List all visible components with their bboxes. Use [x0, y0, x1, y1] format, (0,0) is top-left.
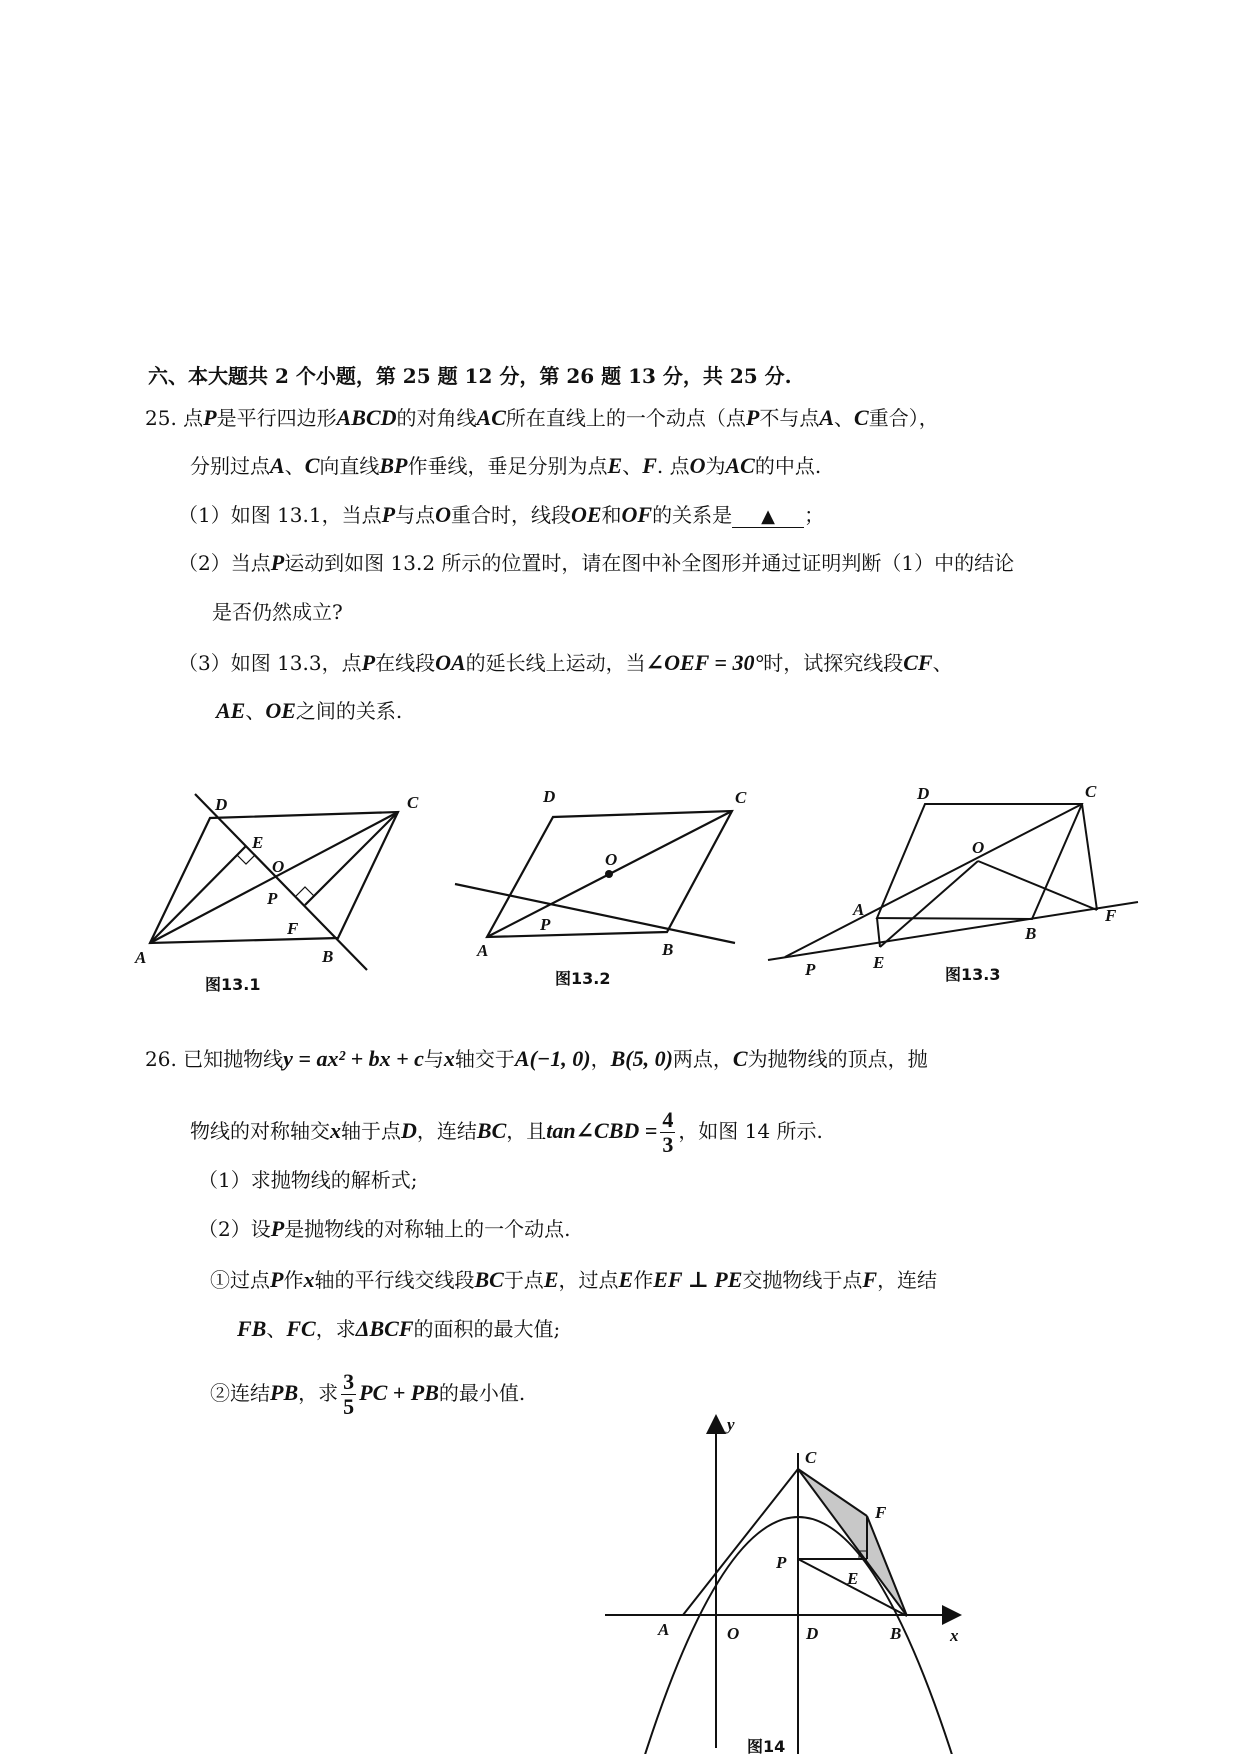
- text: 的最小值.: [438, 1381, 526, 1405]
- sym-x: x: [330, 1118, 341, 1143]
- sym-OA: OA: [435, 650, 466, 675]
- caption-13-1: 图13.1: [205, 975, 261, 994]
- q25-number: 25.: [145, 406, 177, 430]
- text: 、: [266, 1317, 287, 1341]
- sym-A: A: [270, 453, 285, 478]
- label-B: B: [890, 1624, 902, 1643]
- text: ，连结: [416, 1119, 477, 1143]
- label-P: P: [805, 960, 816, 979]
- label-O: O: [972, 838, 985, 857]
- triangle-BCF: ΔBCF: [355, 1316, 414, 1341]
- diagonal-ac: [150, 812, 398, 943]
- sym-OE: OE: [265, 698, 296, 723]
- text: ，连结: [877, 1268, 938, 1292]
- figure-14: [595, 1408, 975, 1754]
- label-P: P: [776, 1553, 787, 1572]
- caption-14: 图14: [747, 1737, 786, 1754]
- fraction-numerator: 3: [343, 1369, 355, 1394]
- sym-P: P: [745, 405, 760, 430]
- label-C: C: [1085, 782, 1097, 801]
- text: . 点: [656, 454, 690, 478]
- segment-cf: [1082, 804, 1097, 910]
- sym-AC: AC: [476, 405, 506, 430]
- text: 的对角线: [396, 406, 477, 430]
- text: 、: [245, 699, 266, 723]
- text: 作: [633, 1268, 654, 1292]
- label-O: O: [272, 857, 285, 876]
- segment-cb: [798, 1469, 907, 1616]
- angle-condition: ∠OEF = 30°: [645, 650, 764, 675]
- text: ，如图 14 所示.: [678, 1119, 823, 1143]
- text: ，过点: [558, 1268, 619, 1292]
- label-P: P: [267, 889, 278, 908]
- text: 在线段: [375, 651, 436, 675]
- q26-sub1: [210, 1266, 937, 1294]
- text: 、: [932, 651, 953, 675]
- text: 的中点.: [754, 454, 822, 478]
- sym-BC: BC: [476, 1118, 507, 1143]
- sym-OF: OF: [621, 502, 653, 527]
- right-angle-mark-f: [296, 887, 314, 896]
- text: 于点: [503, 1268, 544, 1292]
- text: 是抛物线的对称轴上的一个动点.: [284, 1217, 571, 1241]
- sum-expression: PC + PB: [359, 1380, 439, 1405]
- figure-13-1: [135, 780, 419, 1000]
- sym-P: P: [361, 650, 376, 675]
- line-bp: [768, 902, 1138, 960]
- text: （2）当点: [178, 551, 271, 575]
- perp-cf: [305, 812, 398, 905]
- text: ；: [804, 503, 825, 527]
- sym-E: E: [607, 453, 623, 478]
- text: 、: [622, 454, 643, 478]
- label-x: x: [950, 1626, 959, 1645]
- sym-C: C: [854, 405, 869, 430]
- q26-stem-line2: [190, 1108, 823, 1157]
- text: ，: [590, 1047, 611, 1071]
- label-D: D: [215, 795, 228, 814]
- q26-sub1-cont: [237, 1315, 560, 1343]
- caption-13-3: 图13.3: [945, 965, 1001, 984]
- text: （3）如图 13.3，点: [178, 651, 362, 675]
- sym-P: P: [270, 1267, 284, 1292]
- point-A-coords: A(−1, 0): [514, 1046, 591, 1071]
- label-A: A: [853, 900, 865, 919]
- label-O: O: [727, 1624, 740, 1643]
- q25-part3-cont: [216, 697, 402, 725]
- sym-P: P: [270, 1216, 285, 1241]
- label-E: E: [252, 833, 264, 852]
- segment-of: [978, 861, 1097, 910]
- text: ①过点: [210, 1268, 270, 1292]
- sym-FC: FC: [286, 1316, 316, 1341]
- label-C: C: [407, 793, 419, 812]
- text: （1）如图 13.1，当点: [178, 503, 382, 527]
- text: 交抛物线于点: [742, 1268, 863, 1292]
- sym-x: x: [303, 1267, 315, 1292]
- text: 两点，: [672, 1047, 733, 1071]
- q26-stem-line1: [145, 1045, 928, 1073]
- text: 轴的平行线交线段: [314, 1268, 475, 1292]
- label-C: C: [805, 1448, 817, 1467]
- label-D: D: [917, 784, 930, 803]
- label-A: A: [477, 941, 489, 960]
- label-D: D: [806, 1624, 819, 1643]
- perpendicular-expression: EF ⊥ PE: [653, 1267, 743, 1292]
- text: （1）求抛物线的解析式;: [198, 1168, 418, 1192]
- label-B: B: [322, 947, 334, 966]
- text: 点: [183, 406, 204, 430]
- text: （2）设: [198, 1217, 271, 1241]
- text: 为: [705, 454, 726, 478]
- text: ，求: [315, 1317, 356, 1341]
- q25-part3: [178, 649, 953, 677]
- text: 物线的对称轴交: [190, 1119, 330, 1143]
- sym-P: P: [270, 550, 285, 575]
- text: 已知抛物线: [183, 1047, 284, 1071]
- sym-OE: OE: [570, 502, 602, 527]
- text: 不与点: [759, 406, 820, 430]
- text: 的面积的最大值;: [413, 1317, 561, 1341]
- text: 与: [423, 1047, 444, 1071]
- text: 的延长线上运动，当: [465, 651, 646, 675]
- sym-O: O: [689, 453, 706, 478]
- text: 轴交于: [454, 1047, 515, 1071]
- q25-part2-cont: [212, 598, 343, 626]
- sym-O: O: [435, 502, 451, 527]
- sym-BP: BP: [379, 453, 408, 478]
- label-F: F: [875, 1503, 887, 1522]
- segment-ac: [683, 1469, 798, 1615]
- figure-13-3: [760, 775, 1140, 995]
- text: 作垂线，垂足分别为点: [407, 454, 608, 478]
- point-O: [605, 870, 613, 878]
- section-heading: [148, 362, 792, 390]
- q26-part1: [198, 1166, 417, 1194]
- caption-13-2: 图13.2: [555, 969, 611, 988]
- text: 、: [834, 406, 855, 430]
- text: 重合），: [868, 406, 939, 430]
- text: 所在直线上的一个动点（点: [505, 406, 746, 430]
- text: 之间的关系.: [295, 699, 403, 723]
- text: 的关系是: [652, 503, 733, 527]
- fraction-denominator: 3: [662, 1132, 674, 1157]
- text: 向直线: [319, 454, 380, 478]
- sym-E: E: [543, 1267, 559, 1292]
- sym-FB: FB: [237, 1316, 267, 1341]
- fraction-4-3: [660, 1108, 675, 1157]
- line-bp: [195, 794, 367, 970]
- sym-BC: BC: [474, 1267, 504, 1292]
- sym-F: F: [862, 1267, 878, 1292]
- text: 与点: [395, 503, 436, 527]
- figure-13-2: [455, 775, 755, 995]
- q25-stem-line1: [145, 404, 939, 432]
- fraction-denominator: 5: [343, 1394, 355, 1419]
- label-D: D: [543, 787, 556, 806]
- text: 重合时，线段: [450, 503, 571, 527]
- sym-x: x: [443, 1046, 455, 1071]
- sym-CF: CF: [903, 650, 933, 675]
- label-A: A: [135, 948, 147, 967]
- text: ，且: [506, 1119, 547, 1143]
- text: 是否仍然成立?: [212, 600, 343, 624]
- sym-P: P: [381, 502, 396, 527]
- sym-A: A: [819, 405, 835, 430]
- label-P: P: [540, 915, 551, 934]
- label-C: C: [735, 788, 747, 807]
- sym-ABCD: ABCD: [336, 405, 397, 430]
- label-y: y: [727, 1415, 735, 1434]
- perp-ae: [150, 846, 246, 943]
- label-E: E: [873, 953, 885, 972]
- sym-C: C: [304, 453, 320, 478]
- sym-F: F: [642, 453, 657, 478]
- fraction-3-5: [341, 1370, 356, 1419]
- text: 作: [283, 1268, 304, 1292]
- q25-stem-line2: [190, 452, 821, 480]
- sym-P: P: [203, 405, 217, 430]
- text: 、: [284, 454, 305, 478]
- label-F: F: [287, 919, 299, 938]
- sym-AE: AE: [216, 698, 246, 723]
- q26-part2: [198, 1215, 571, 1243]
- text: ②连结: [210, 1381, 270, 1405]
- label-E: E: [847, 1569, 859, 1588]
- right-angle-mark-e: [237, 855, 255, 864]
- point-B-coords: B(5, 0): [610, 1046, 673, 1071]
- text: 和: [601, 503, 622, 527]
- text: 分别过点: [190, 454, 270, 478]
- label-B: B: [662, 940, 674, 959]
- text: 运动到如图 13.2 所示的位置时，请在图中补全图形并通过证明判断（1）中的结论: [284, 551, 1015, 575]
- q26-sub2: [210, 1370, 525, 1419]
- text: 时，试探究线段: [763, 651, 904, 675]
- sym-PB: PB: [270, 1380, 299, 1405]
- text: 为抛物线的顶点，抛: [747, 1047, 928, 1071]
- label-O: O: [605, 850, 618, 869]
- label-B: B: [1025, 924, 1037, 943]
- label-F: F: [1105, 906, 1117, 925]
- sym-AC: AC: [725, 453, 755, 478]
- tan-expression: tan∠CBD =: [546, 1118, 658, 1143]
- sym-C: C: [732, 1046, 748, 1071]
- sym-E: E: [618, 1267, 634, 1292]
- section-title: 六、本大题共 2 个小题，第 25 题 12 分，第 26 题 13 分，共 25 分.: [148, 364, 792, 388]
- label-A: A: [658, 1620, 670, 1639]
- text: 是平行四边形: [216, 406, 337, 430]
- q26-number: 26.: [145, 1047, 177, 1071]
- sym-D: D: [401, 1118, 417, 1143]
- text: 轴于点: [341, 1119, 401, 1143]
- answer-blank: ▲: [732, 507, 804, 528]
- q25-part1: [178, 501, 824, 529]
- parabola-equation: y = ax² + bx + c: [283, 1046, 424, 1071]
- q25-part2: [178, 549, 1014, 577]
- fraction-numerator: 4: [662, 1107, 674, 1132]
- text: ，求: [298, 1381, 339, 1405]
